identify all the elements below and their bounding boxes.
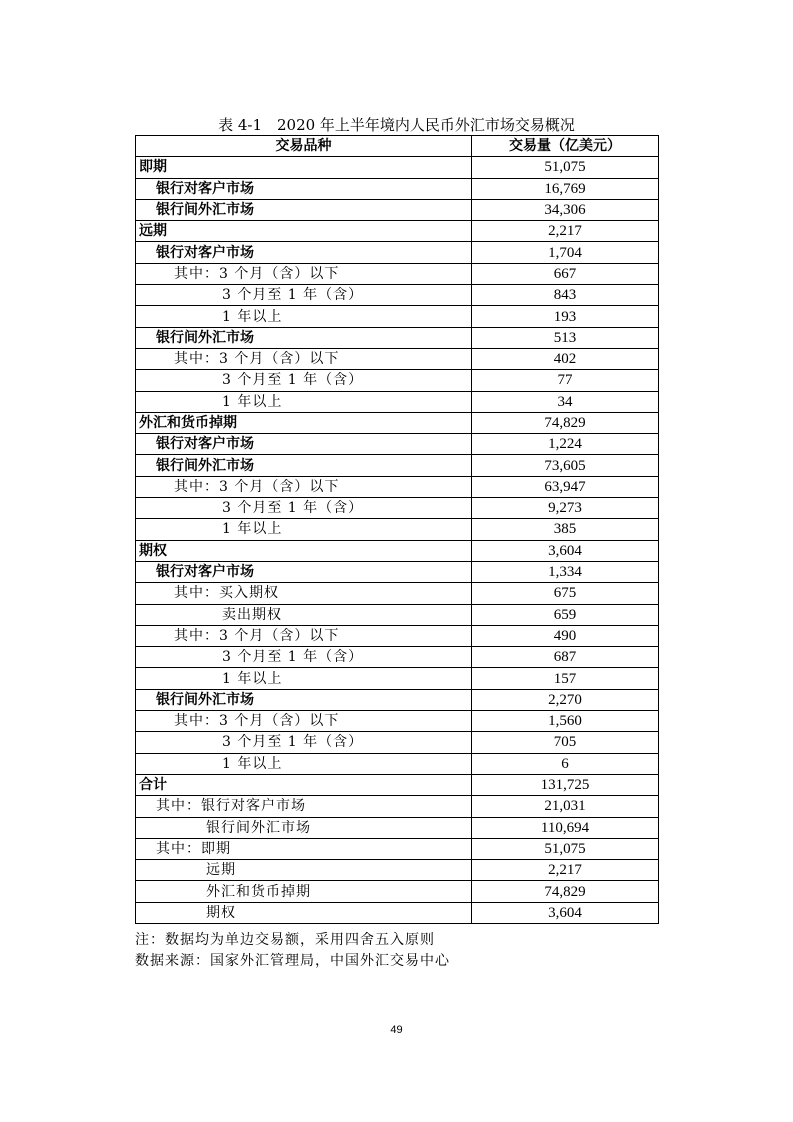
table-row <box>136 583 659 604</box>
row-value: 9,273 <box>472 498 659 519</box>
table-row <box>136 199 659 220</box>
table-row <box>136 221 659 242</box>
row-label: 3 个月至 1 年（含） <box>136 285 472 306</box>
row-label: 期权 <box>136 540 472 561</box>
row-value: 659 <box>472 604 659 625</box>
table-row <box>136 391 659 412</box>
table-row <box>136 561 659 582</box>
table-row <box>136 625 659 646</box>
column-header-volume: 交易量（亿美元） <box>472 136 659 157</box>
row-label: 银行对客户市场 <box>136 561 472 582</box>
row-value: 490 <box>472 625 659 646</box>
table-row <box>136 348 659 369</box>
row-label: 其中：3 个月（含）以下 <box>136 263 472 284</box>
row-value: 513 <box>472 327 659 348</box>
table-row <box>136 881 659 902</box>
row-label: 其中：3 个月（含）以下 <box>136 711 472 732</box>
table-row <box>136 306 659 327</box>
table-row <box>136 476 659 497</box>
row-value: 34,306 <box>472 199 659 220</box>
row-value: 3,604 <box>472 540 659 561</box>
row-label: 合计 <box>136 774 472 795</box>
row-label: 其中：即期 <box>136 838 472 859</box>
row-label: 银行间外汇市场 <box>136 817 472 838</box>
table-body <box>136 157 659 924</box>
row-value: 51,075 <box>472 157 659 178</box>
row-value: 2,217 <box>472 221 659 242</box>
row-value: 77 <box>472 370 659 391</box>
row-value: 34 <box>472 391 659 412</box>
row-label: 外汇和货币掉期 <box>136 412 472 433</box>
table-row <box>136 157 659 178</box>
row-label: 1 年以上 <box>136 519 472 540</box>
row-label: 期权 <box>136 902 472 923</box>
row-value: 2,270 <box>472 689 659 710</box>
row-value: 21,031 <box>472 796 659 817</box>
table-row <box>136 604 659 625</box>
table-row <box>136 902 659 923</box>
row-label: 1 年以上 <box>136 306 472 327</box>
row-label: 1 年以上 <box>136 753 472 774</box>
row-value: 1,704 <box>472 242 659 263</box>
row-label: 远期 <box>136 860 472 881</box>
table-row <box>136 434 659 455</box>
row-label: 其中：买入期权 <box>136 583 472 604</box>
table-row <box>136 838 659 859</box>
row-value: 667 <box>472 263 659 284</box>
row-value: 705 <box>472 732 659 753</box>
table-row <box>136 263 659 284</box>
row-label: 银行间外汇市场 <box>136 327 472 348</box>
table-caption: 表 4-1 2020 年上半年境内人民币外汇市场交易概况 <box>218 116 575 134</box>
row-value: 16,769 <box>472 178 659 199</box>
row-label: 其中：银行对客户市场 <box>136 796 472 817</box>
table-row <box>136 647 659 668</box>
row-value: 6 <box>472 753 659 774</box>
note-text: 注：数据均为单边交易额，采用四舍五入原则 <box>135 932 435 948</box>
table-row <box>136 540 659 561</box>
row-label: 3 个月至 1 年（含） <box>136 370 472 391</box>
row-value: 675 <box>472 583 659 604</box>
table-row <box>136 817 659 838</box>
table-row <box>136 327 659 348</box>
row-value: 1,334 <box>472 561 659 582</box>
row-value: 1,224 <box>472 434 659 455</box>
row-value: 3,604 <box>472 902 659 923</box>
table-header-row <box>136 136 659 157</box>
table-row <box>136 519 659 540</box>
row-label: 银行对客户市场 <box>136 178 472 199</box>
table-row <box>136 774 659 795</box>
table-row <box>136 796 659 817</box>
row-label: 银行对客户市场 <box>136 434 472 455</box>
row-label: 外汇和货币掉期 <box>136 881 472 902</box>
row-label: 卖出期权 <box>136 604 472 625</box>
row-value: 843 <box>472 285 659 306</box>
row-label: 银行间外汇市场 <box>136 455 472 476</box>
row-value: 51,075 <box>472 838 659 859</box>
table-row <box>136 668 659 689</box>
row-value: 402 <box>472 348 659 369</box>
row-label: 银行间外汇市场 <box>136 689 472 710</box>
column-header-product: 交易品种 <box>136 136 472 157</box>
row-value: 687 <box>472 647 659 668</box>
page-number: 49 <box>390 1024 403 1036</box>
row-label: 银行间外汇市场 <box>136 199 472 220</box>
row-label: 远期 <box>136 221 472 242</box>
table-row <box>136 370 659 391</box>
row-value: 63,947 <box>472 476 659 497</box>
table-row <box>136 711 659 732</box>
table-row <box>136 285 659 306</box>
table-row <box>136 412 659 433</box>
table-notes <box>135 930 450 972</box>
row-label: 3 个月至 1 年（含） <box>136 498 472 519</box>
table-row <box>136 178 659 199</box>
row-value: 131,725 <box>472 774 659 795</box>
row-value: 74,829 <box>472 881 659 902</box>
row-label: 1 年以上 <box>136 391 472 412</box>
table-row <box>136 242 659 263</box>
row-value: 110,694 <box>472 817 659 838</box>
fx-market-table <box>135 135 659 924</box>
row-value: 1,560 <box>472 711 659 732</box>
row-label: 其中：3 个月（含）以下 <box>136 476 472 497</box>
table-row <box>136 732 659 753</box>
row-label: 即期 <box>136 157 472 178</box>
row-label: 3 个月至 1 年（含） <box>136 647 472 668</box>
row-label: 1 年以上 <box>136 668 472 689</box>
row-value: 157 <box>472 668 659 689</box>
table-row <box>136 860 659 881</box>
row-label: 其中：3 个月（含）以下 <box>136 348 472 369</box>
table-row <box>136 455 659 476</box>
row-value: 73,605 <box>472 455 659 476</box>
row-label: 其中：3 个月（含）以下 <box>136 625 472 646</box>
table-row <box>136 689 659 710</box>
row-value: 74,829 <box>472 412 659 433</box>
source-text: 数据来源：国家外汇管理局，中国外汇交易中心 <box>135 953 450 969</box>
row-value: 385 <box>472 519 659 540</box>
row-value: 193 <box>472 306 659 327</box>
row-value: 2,217 <box>472 860 659 881</box>
table-row <box>136 753 659 774</box>
row-label: 银行对客户市场 <box>136 242 472 263</box>
table-row <box>136 498 659 519</box>
row-label: 3 个月至 1 年（含） <box>136 732 472 753</box>
